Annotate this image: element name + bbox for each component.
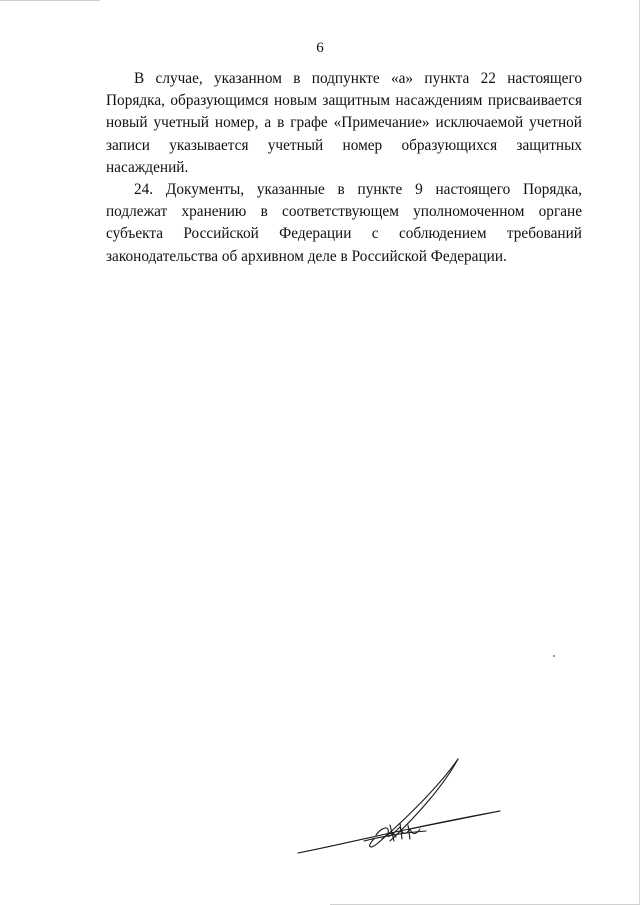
- scan-edge-top: [0, 0, 100, 5]
- paragraph-sluchae: В случае, указанном в подпункте «а» пункта 22 настоящего Порядка, образующимся новым защитным насаждениям присваивается новый учетный номер, а в графе «Примечание» исключаемой учетной записи указывается учетный номер образующихся защитных насаждений.: [106, 70, 582, 176]
- page-number: 6: [316, 40, 324, 56]
- scan-edge-bottom: [330, 901, 640, 905]
- scan-speck: [553, 655, 555, 657]
- document-body: [106, 68, 582, 268]
- signature-icon: [290, 755, 520, 865]
- paragraph-24-documents: 24. Документы, указанные в пункте 9 настоящего Порядка, подлежат хранению в соответствующем уполномоченном органе субъекта Российской Федерации с соблюдением требований законодательства об архивном деле в Российской Федерации.: [106, 181, 582, 265]
